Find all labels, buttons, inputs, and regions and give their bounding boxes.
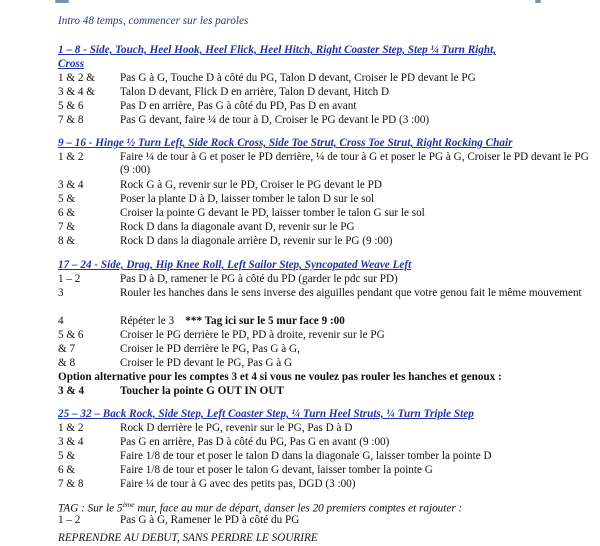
step-desc: Faire 1/8 de tour et poser le talon G devant, laisser tomber la pointe G: [120, 464, 433, 476]
option-count: 3 & 4: [58, 385, 85, 397]
step-count: 5 & 6: [58, 329, 84, 341]
step-count: 6 &: [58, 464, 76, 476]
tag-suffix: mur, face au mur de départ, danser les 20 premiers comptes et rajouter :: [134, 502, 463, 515]
step-count: 5 &: [58, 193, 76, 205]
step-count: 6 &: [58, 207, 76, 219]
step-desc: Poser la plante D à D, laisser tomber le talon D sur le sol: [120, 193, 375, 205]
step-desc: Pas G à G, Touche D à côté du PG, Talon D devant, Croiser le PD devant le PG: [120, 72, 476, 84]
tag-prefix: TAG : Sur le 5: [58, 502, 123, 515]
step-desc: Talon D devant, Flick D en arrière, Talon D devant, Hitch D: [120, 86, 390, 98]
step-count: 3: [58, 287, 64, 299]
step-desc: Rock D derrière le PG, revenir sur le PG, Pas D à D: [120, 422, 353, 434]
step-count: 8 &: [58, 235, 76, 247]
step-count: 1 – 2: [58, 273, 81, 285]
tag-desc: Pas G à G, Ramener le PD à côté du PG: [120, 514, 300, 526]
step-count: 7 &: [58, 221, 76, 233]
step-desc: Pas G en arrière, Pas D à côté du PG, Pas G en avant (9 :00): [120, 436, 390, 448]
step-desc: Rock D dans la diagonale avant D, revenir sur le PG: [120, 221, 355, 233]
section-2-title: 9 – 16 - Hinge ½ Turn Left, Side Rock Cross, Side Toe Strut, Cross Toe Strut, Right Rocking Chair: [58, 137, 513, 149]
step-desc-text: Répéter le 3: [120, 315, 175, 327]
step-count: 1 & 2 &: [58, 72, 95, 84]
step-desc: Croiser le PD derrière le PG, Pas G à G,: [120, 343, 300, 355]
tag-count: 1 – 2: [58, 514, 81, 526]
step-desc: Croiser la pointe G devant le PD, laisser tomber le talon G sur le sol: [120, 207, 425, 219]
step-count: 4: [58, 315, 64, 327]
step-desc: Pas D à D, ramener le PG à côté du PD (garder le pdc sur PD): [120, 273, 398, 285]
step-desc: Croiser le PG derrière le PD, PD à droite, revenir sur le PG: [120, 329, 385, 341]
section-3-title: 17 – 24 - Side, Drag, Hip Knee Roll, Left Sailor Step, Syncopated Weave Left: [58, 259, 412, 271]
step-desc: Pas D en arrière, Pas G à côté du PD, Pas D en avant: [120, 100, 357, 112]
step-count: 3 & 4 &: [58, 86, 95, 98]
step-count: 3 & 4: [58, 436, 84, 448]
option-title: Option alternative pour les comptes 3 et 4 si vous ne voulez pas rouler les hanches et genoux :: [58, 371, 502, 383]
tag-note: *** Tag ici sur le 5 mur face 9 :00: [185, 315, 345, 327]
step-desc: Faire 1/8 de tour et poser le talon D dans la diagonale G, laisser tomber la pointe D: [120, 450, 492, 462]
step-desc: Rock G à G, revenir sur le PD, Croiser le PG devant le PD: [120, 179, 382, 191]
intro-line: Intro 48 temps, commencer sur les paroles: [58, 15, 249, 27]
step-count: 5 & 6: [58, 100, 84, 112]
section-1-title: 1 – 8 - Side, Touch, Heel Hook, Heel Flick, Heel Hitch, Right Coaster Step, Step ¼ Turn Right,: [58, 44, 496, 56]
step-count: 1 & 2: [58, 422, 84, 434]
step-count: 1 & 2: [58, 151, 84, 163]
section-4-title: 25 – 32 – Back Rock, Side Step, Left Coaster Step, ¼ Turn Heel Struts, ¼ Turn Triple Step: [58, 408, 474, 420]
tag-instruction: [58, 500, 462, 515]
step-count: & 7: [58, 343, 76, 355]
step-desc: Rock D dans la diagonale arrière D, revenir sur le PG (9 :00): [120, 235, 393, 247]
step-count: 7 & 8: [58, 478, 84, 490]
step-desc: Croiser le PD devant le PG, Pas G à G: [120, 357, 293, 369]
step-count: 7 & 8: [58, 114, 84, 126]
step-desc: [120, 315, 598, 328]
closing-line: REPRENDRE AU DEBUT, SANS PERDRE LE SOURIRE: [58, 532, 318, 544]
cropped-header-fragment: [55, 0, 600, 8]
option-desc: Toucher la pointe G OUT IN OUT: [120, 385, 284, 397]
step-count: & 8: [58, 357, 76, 369]
step-desc: Faire ¼ de tour à G avec des petits pas, DGD (3 :00): [120, 478, 356, 490]
step-count: 5 &: [58, 450, 76, 462]
tag-sup: ème: [122, 500, 135, 509]
step-desc: Pas G devant, faire ¼ de tour à D, Croiser le PG devant le PD (3 :00): [120, 114, 430, 126]
step-count: 3 & 4: [58, 179, 84, 191]
section-1-title-cont: Cross: [58, 58, 85, 70]
step-desc: Faire ¼ de tour à G et poser le PD derrière, ¼ de tour à G et poser le PG à G, Croiser le PD devant le PG (9 :00): [120, 151, 589, 176]
step-desc: Rouler les hanches dans le sens inverse des aiguilles pendant que votre genou fait le même mouvement: [120, 287, 582, 299]
